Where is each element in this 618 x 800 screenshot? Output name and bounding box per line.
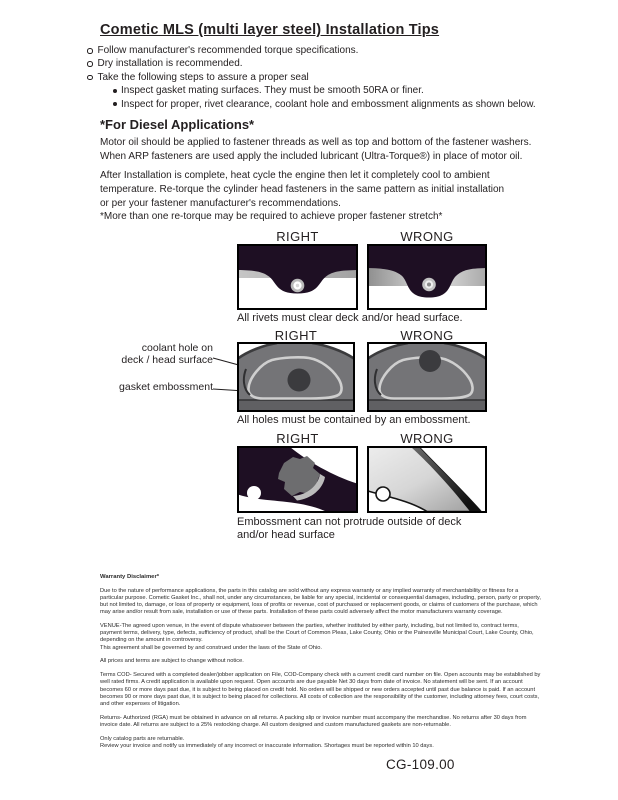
diagram2-wrong-label: WRONG — [400, 328, 454, 343]
filled-bullet-icon — [113, 102, 117, 106]
diagram1-wrong-label: WRONG — [400, 229, 454, 244]
legal-paragraph-terms: Terms COD- Secured with a completed dealer/jobber application on File, COD-Company check with a current credit card number on file. Open accounts may be established by well rated firms. A credit application is available upon request. Open accounts are due payable Net 30 days from date of invoice. No statement will be sent. If an account becomes 60 or more days past due, it is subject to being placed on credit hold. No orders will be shipped or new orders accepted until past due balance is paid. If an account becomes 90 or more days past due, it is subject to being placed for collections. All costs of collection are the responsibility of the customer, including attorney fees, court costs, and other expenses of litigation. — [100, 672, 541, 707]
diagram3-caption — [237, 516, 517, 541]
legal-venue-text: VENUE-The agreed upon venue, in the event of dispute whatsoever between the parties, whether instituted by either party, including, but not limited to, contract terms, payment terms, delivery, type, defects, sufficiency of product, shall be the Court of Common Pleas, Lake County, Ohio or the Painesville Municipal Court, Lake County, Ohio, depending on the amount in controversy. — [100, 623, 534, 644]
open-bullet-icon — [87, 61, 93, 67]
bullet-text: Take the following steps to assure a proper seal — [97, 71, 309, 83]
diagram-rivet-right — [237, 244, 358, 310]
sub-bullet-item — [113, 98, 536, 111]
legal-paragraph-venue — [100, 623, 541, 651]
bullet-text: Follow manufacturer's recommended torque specifications. — [97, 45, 359, 56]
bullet-item — [87, 71, 536, 84]
diesel-paragraph-2 — [100, 169, 504, 210]
diagram3-wrong-label: WRONG — [400, 431, 454, 446]
annotation-coolant-hole — [95, 343, 213, 366]
paragraph-line: After Installation is complete, heat cycle the engine then let it completely cool to ambient — [100, 170, 490, 181]
rivet-dot — [427, 283, 431, 287]
page-title: Cometic MLS (multi layer steel) Installation Tips — [100, 22, 440, 38]
bolt-hole — [247, 486, 261, 500]
rivet-dot — [296, 284, 299, 287]
page-code: CG-109.00 — [386, 757, 455, 772]
paragraph-line: Motor oil should be applied to fastener threads as well as top and bottom of the fastener washers. — [100, 137, 532, 148]
annotation-line: deck / head surface — [121, 353, 213, 366]
bolt-hole — [376, 487, 390, 501]
diagram-rivet-wrong — [367, 244, 487, 310]
bullet-item — [87, 57, 536, 70]
caption-line: Embossment can not protrude outside of deck — [237, 516, 462, 528]
diagram1-right-label: RIGHT — [276, 229, 319, 244]
diagram2-caption: All holes must be contained by an embossment. — [237, 414, 471, 426]
legal-only-line1: Only catalog parts are returnable. — [100, 735, 185, 742]
diagram-embossment-right — [237, 446, 358, 513]
legal-paragraph-prices: All prices and terms are subject to change without notice. — [100, 658, 244, 665]
diagram-hole-right — [237, 342, 355, 412]
diagram-hole-wrong — [367, 342, 487, 412]
legal-governed-text: This agreement shall be governed by and construed under the laws of the State of Ohio. — [100, 644, 322, 651]
coolant-hole — [419, 350, 441, 372]
paragraph-line: temperature. Re-torque the cylinder head fasteners in the same pattern as initial installation — [100, 183, 505, 195]
diesel-note: *More than one re-torque may be required to achieve proper fastener stretch* — [100, 211, 443, 222]
sub-bullet-item — [113, 84, 536, 97]
legal-only-line2: Review your invoice and notify us immediately of any incorrect or inaccurate information. Shortages must be reported within 10 days. — [100, 742, 434, 749]
legal-heading: Warranty Disclaimer* — [100, 574, 160, 580]
legal-paragraph-warranty: Due to the nature of performance applications, the parts in this catalog are sold without any express warranty or any implied warranty of merchantability or fitness for a particular purpose. Cometic Gasket Inc., shall not, under any circumstances, be liable for any special, incidental or consequential damages, including, person, party or property, but not limited to, damage, or loss of property or equipment, loss of profits or revenue, cost of purchased or replacement goods, or claims of customers of the purchase, which may arise and/or result from sale, installation or use of these parts. Installation of these parts could adversely affect the motor manufacturers warranty coverage. — [100, 588, 541, 616]
open-bullet-icon — [87, 48, 93, 54]
diesel-paragraph-1 — [100, 136, 531, 164]
diagram3-right-label: RIGHT — [276, 431, 319, 446]
legal-paragraph-returns: Returns- Authorized (RGA) must be obtained in advance on all returns. A packing slip or invoice number must accompany the merchandise. No returns after 30 days from invoice date. All returns are subject to a 25% restocking charge. All custom designed and custom manufactured gaskets are non-returnable. — [100, 714, 527, 728]
paragraph-line: When ARP fasteners are used apply the included lubricant (Ultra-Torque®) in place of motor oil. — [100, 150, 523, 162]
filled-bullet-icon — [113, 89, 117, 93]
paragraph-line: or per your fastener manufacturer's recommendations. — [100, 197, 341, 209]
diesel-section-heading: *For Diesel Applications* — [100, 117, 255, 132]
gasket-lower-band — [238, 400, 354, 411]
legal-block — [100, 574, 541, 757]
bullet-text: Dry installation is recommended. — [97, 58, 243, 70]
diagram1-caption: All rivets must clear deck and/or head surface. — [237, 312, 463, 324]
open-bullet-icon — [87, 75, 93, 81]
legal-paragraph-only — [100, 736, 541, 750]
bullet-text: Inspect gasket mating surfaces. They must be smooth 50RA or finer. — [121, 85, 424, 97]
annotation-gasket-embossment: gasket embossment — [119, 381, 213, 393]
tips-bullet-list — [87, 44, 536, 111]
diagram-embossment-wrong — [367, 446, 487, 513]
coolant-hole — [288, 369, 311, 392]
diagram2-right-label: RIGHT — [274, 328, 318, 343]
bullet-text: Inspect for proper, rivet clearance, coolant hole and embossment alignments as shown below. — [121, 98, 536, 110]
annotation-line: coolant hole on — [141, 342, 213, 354]
gasket-lower-band — [368, 400, 486, 411]
bullet-item — [87, 44, 536, 57]
caption-line: and/or head surface — [237, 528, 335, 541]
